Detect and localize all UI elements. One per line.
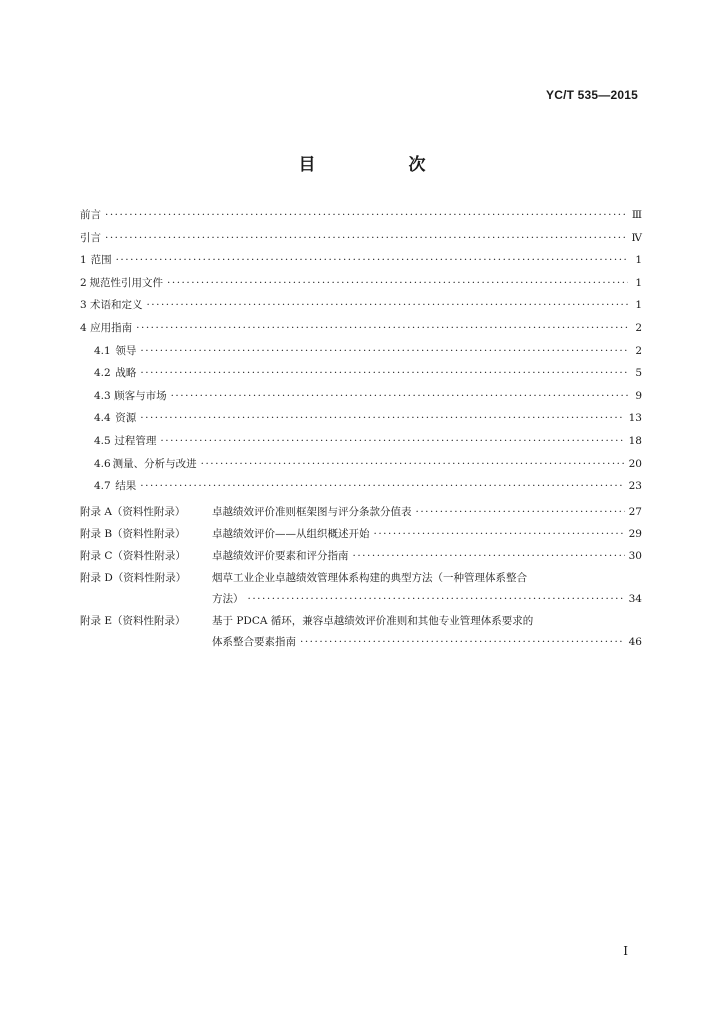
toc-entry-number: 1 (80, 254, 87, 267)
toc-annex-c[interactable] (80, 546, 642, 567)
toc-entry-label: 前言 (80, 209, 101, 221)
annex-title: 卓越绩效评价准则框架图与评分条款分值表 (212, 505, 412, 518)
toc-annex-d[interactable] (80, 568, 642, 610)
toc-entry-page: 1 (635, 254, 642, 267)
toc-subentry[interactable] (80, 410, 642, 433)
toc-annex-e[interactable] (80, 611, 642, 653)
annex-prefix: 附录 B（资料性附录） (80, 527, 186, 540)
toc-entry-label: 规范性引用文件 (89, 276, 164, 289)
toc-annex-b[interactable] (80, 524, 642, 545)
toc-entry-page: Ⅳ (631, 231, 642, 244)
toc-subentry[interactable] (80, 433, 642, 456)
toc-entry-scope[interactable] (80, 252, 642, 275)
dot-leader (105, 209, 628, 221)
toc-subentry[interactable] (80, 478, 642, 501)
toc-entry-label: 应用指南 (90, 321, 133, 334)
toc-entry-label: 测量、分析与改进 (112, 457, 197, 470)
dot-leader (416, 502, 625, 523)
toc-subentry[interactable] (80, 388, 642, 411)
toc-entry-number: 2 (80, 276, 87, 289)
dot-leader (105, 232, 628, 244)
toc-entry-page: 46 (628, 635, 642, 648)
toc-entry-page: 29 (628, 527, 642, 540)
toc-entry-page: 34 (628, 592, 642, 605)
dot-leader (374, 524, 625, 545)
toc-entry-page: 2 (635, 321, 642, 334)
toc-entry-number: 4.4 (94, 412, 111, 425)
toc-entry-label: 范围 (90, 254, 112, 267)
toc-entry-page: 18 (628, 434, 642, 447)
dot-leader (140, 345, 628, 357)
toc-entry-number: 4.6 (94, 457, 111, 470)
dot-leader (136, 322, 628, 334)
toc-entry-number: 4.1 (94, 344, 111, 357)
toc-entry-number: 4 (80, 321, 87, 334)
toc-entry-number: 3 (80, 299, 87, 312)
toc-entry-application-guide[interactable] (80, 320, 642, 343)
table-of-contents (80, 207, 642, 653)
toc-entry-page: 1 (635, 299, 642, 312)
dot-leader (140, 412, 624, 424)
toc-entry-number: 4.2 (94, 367, 111, 380)
toc-entry-page: 2 (635, 344, 642, 357)
toc-subentry[interactable] (80, 343, 642, 366)
dot-leader (353, 546, 625, 567)
annex-title-continued: 方法） (212, 592, 244, 605)
toc-entry-label: 资源 (115, 412, 137, 425)
toc-entry-label: 顾客与市场 (114, 389, 167, 402)
toc-entry-page: 30 (628, 549, 642, 562)
dot-leader (248, 589, 625, 610)
toc-entry-label: 过程管理 (114, 434, 157, 447)
page-title: 目 次 (298, 155, 464, 175)
toc-entry-number: 4.7 (94, 480, 111, 493)
dot-leader (140, 367, 628, 379)
toc-entry-page: 9 (635, 389, 642, 402)
toc-entry-label: 战略 (115, 367, 137, 380)
page-number: Ⅰ (623, 944, 628, 958)
toc-entry-label: 领导 (115, 344, 137, 357)
annex-prefix: 附录 C（资料性附录） (80, 549, 186, 562)
toc-entry-page: 1 (635, 276, 642, 289)
annex-title: 烟草工业企业卓越绩效管理体系构建的典型方法（一种管理体系整合 (212, 571, 527, 584)
annex-title: 卓越绩效评价要素和评分指南 (212, 549, 349, 562)
annex-title: 基于 PDCA 循环，兼容卓越绩效评价准则和其他专业管理体系要求的 (212, 614, 534, 627)
toc-entry-label: 引言 (80, 231, 101, 244)
dot-leader (116, 254, 628, 266)
toc-entry-page: 27 (628, 505, 642, 518)
toc-entry-terms-definitions[interactable] (80, 297, 642, 320)
toc-entry-page: 23 (628, 480, 642, 493)
document-code: YC/T 535—2015 (546, 88, 638, 102)
dot-leader (146, 299, 628, 311)
toc-entry-page: 13 (628, 412, 642, 425)
toc-subentry[interactable] (80, 365, 642, 388)
dot-leader (201, 458, 625, 470)
dot-leader (140, 480, 624, 492)
annex-title: 卓越绩效评价——从组织概述开始 (212, 527, 370, 540)
dot-leader (160, 435, 624, 447)
annex-prefix: 附录 E（资料性附录） (80, 614, 186, 627)
toc-entry-page: Ⅲ (631, 209, 642, 221)
toc-entry-label: 术语和定义 (89, 299, 143, 312)
annex-prefix: 附录 D（资料性附录） (80, 571, 187, 584)
toc-entry-introduction[interactable] (80, 230, 642, 253)
toc-entry-number: 4.5 (94, 434, 111, 447)
dot-leader (171, 390, 628, 402)
toc-entry-number: 4.3 (94, 389, 111, 402)
dot-leader (300, 632, 625, 653)
toc-subentry[interactable] (80, 456, 642, 479)
toc-entry-foreword[interactable] (80, 207, 642, 230)
annex-title-continued: 体系整合要素指南 (212, 635, 296, 648)
toc-annex-a[interactable] (80, 502, 642, 523)
toc-entry-label: 结果 (115, 480, 137, 493)
toc-entry-page: 5 (635, 367, 642, 380)
annex-prefix: 附录 A（资料性附录） (80, 505, 186, 518)
toc-entry-page: 20 (628, 457, 642, 470)
dot-leader (167, 277, 628, 289)
toc-entry-normative-references[interactable] (80, 275, 642, 298)
